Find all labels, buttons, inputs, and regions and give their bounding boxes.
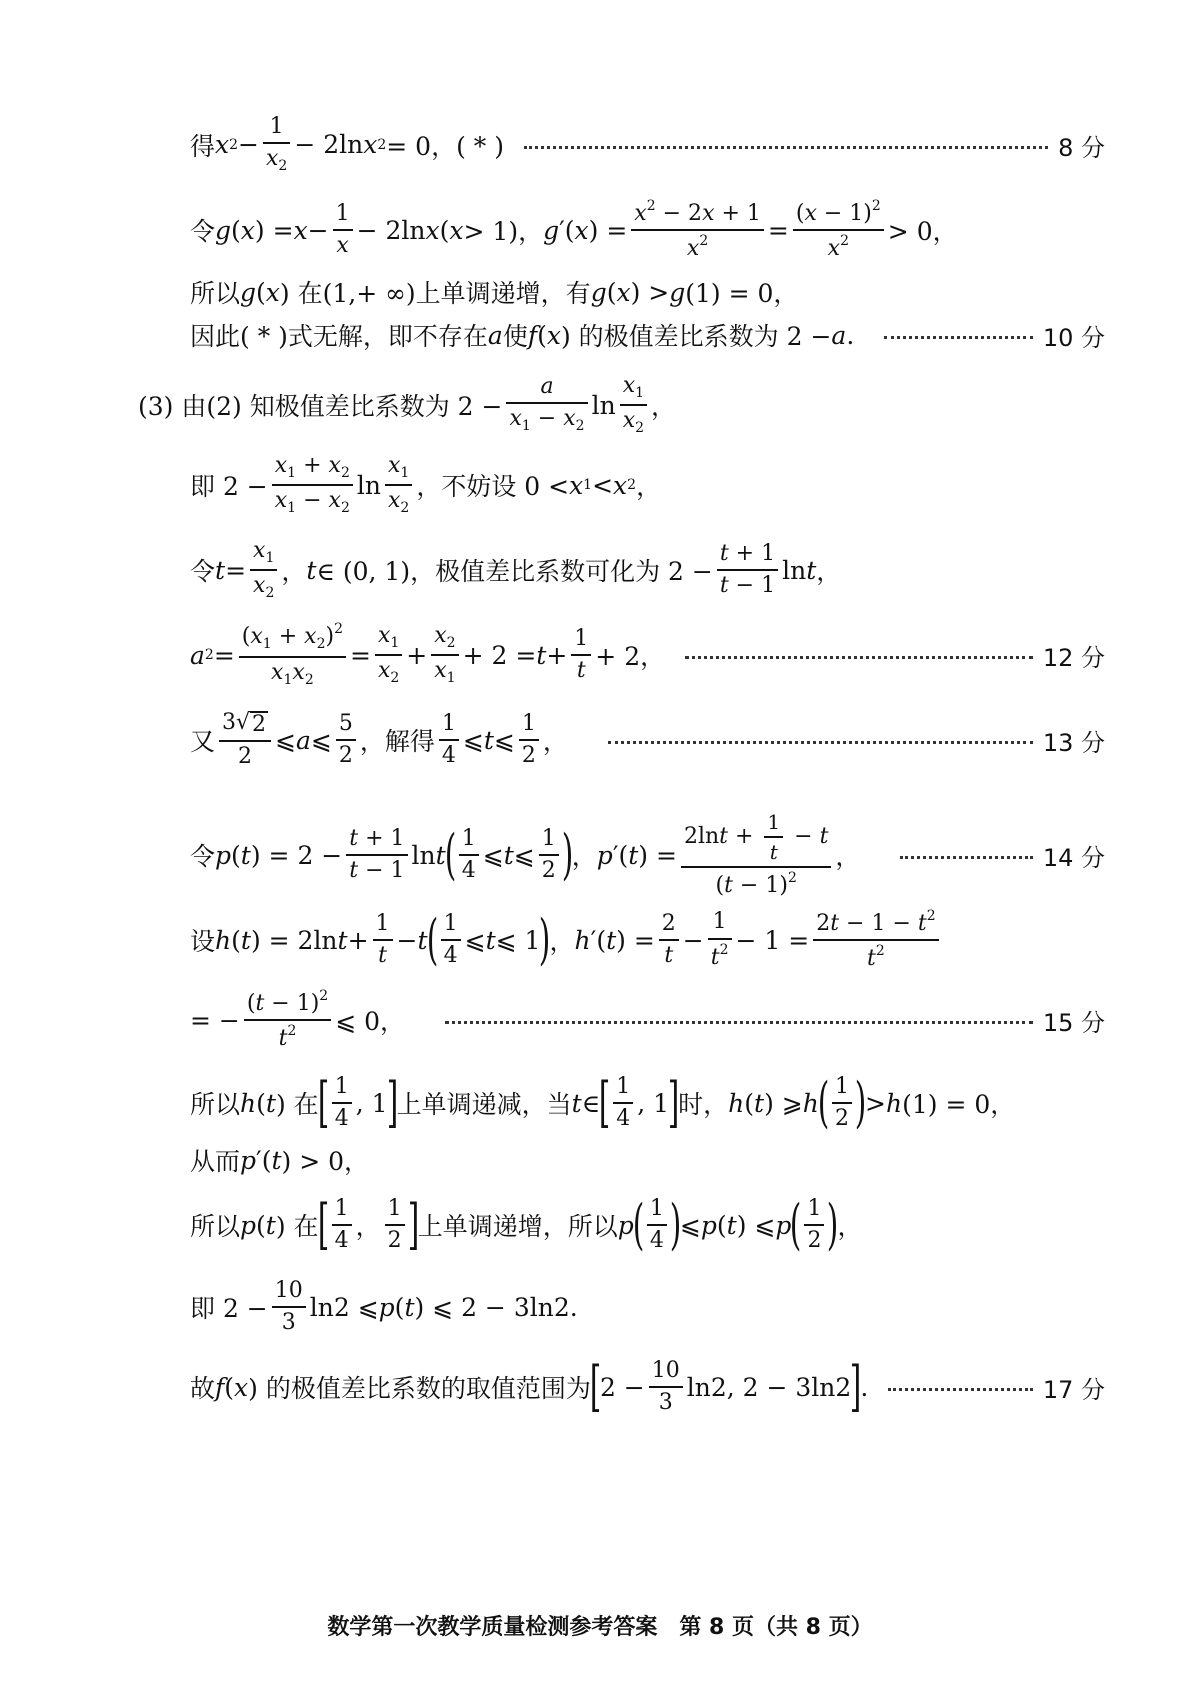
solution-line-10: [190, 810, 1105, 899]
formula-line-4: 因此( * )式无解，即不存在 a 使 f ( x ) 的极值差比系数为 2 − a .: [190, 320, 855, 351]
dot-leader: [884, 336, 1033, 339]
formula-line-16: 即 2 − $\frac{10}{3}$ ln2 ⩽ p ( t ) ⩽ 2 − 3ln2.: [190, 1277, 578, 1335]
formula-line-13: 所以 h ( t ) 在 [ $\frac{1}{4}$ , 1 ] 上单调递减，当 t ∈ [ $\frac{1}{4}$ , 1 ] 时， h ( t ) ⩾ h ( $\frac{1}{2}$ ) > h (1) = 0，: [190, 1071, 1016, 1134]
dot-leader: [524, 146, 1048, 149]
score-label: 15 分: [1042, 1008, 1105, 1037]
dot-leader: [445, 1021, 1033, 1024]
solution-line-17: [190, 1352, 1105, 1422]
score-label: 17 分: [1042, 1375, 1105, 1404]
solution-line-6: [190, 452, 1105, 516]
formula-line-11: 设 h ( t ) = 2ln t + $\frac{1}{t}$ − t ( $\frac{1}{4}$ ⩽ t ⩽ 1 ) ， h ′( t ) = $\frac{2}{t}$ − $\frac{1}{t^2}$ − 1 = $\frac{2t - 1 - t^2}{t^2}$: [190, 909, 943, 971]
solution-line-16: [190, 1272, 1105, 1342]
score-label: 13 分: [1042, 728, 1105, 757]
formula-line-17: 故 f ( x ) 的极值差比系数的取值范围为 [ 2 − $\frac{10}{3}$ ln2, 2 − 3ln2 ] .: [190, 1355, 869, 1418]
formula-line-7: 令 t = $\frac{x_1}{x_2}$ ， t ∈ (0, 1)，极值差比系数可化为 2 − $\frac{t + 1}{t - 1}$ ln t ，: [190, 537, 842, 601]
solution-line-14: [190, 1130, 1105, 1190]
solution-line-4: [190, 305, 1105, 365]
solution-line-15: [190, 1190, 1105, 1260]
formula-line-12: = − $\frac{(t - 1)^2}{t^2}$ ⩽ 0，: [190, 987, 406, 1051]
solution-line-13: [190, 1068, 1105, 1138]
formula-line-15: 所以 p ( t ) 在 [ $\frac{1}{4}$ ， $\frac{1}{2}$ ] 上单调递增，所以 p ( $\frac{1}{4}$ ) ⩽ p ( t ) ⩽ p ( $\frac{1}{2}$ ) ，: [190, 1193, 863, 1256]
formula-line-5: (3) 由(2) 知极值差比系数为 2 − $\frac{a}{x_1 - x_2}$ ln $\frac{x_1}{x_2}$ ，: [138, 372, 677, 436]
solution-line-1: [190, 115, 1105, 175]
formula-line-9: 又 3√ 2 2 ⩽ a ⩽ $\frac{5}{2}$ ，解得 $\frac{1}{4}$ ⩽ t ⩽ $\frac{1}{2}$ ，: [190, 709, 568, 769]
solution-line-5: [138, 372, 1105, 436]
solution-line-9: [190, 710, 1105, 770]
formula-line-10: 令 p ( t ) = 2 − $\frac{t + 1}{t - 1}$ ln t ( $\frac{1}{4}$ ⩽ t ⩽ $\frac{1}{2}$ ) ， p ′( t ) = 2lnt + $\frac{1}{t}$ − t $(t - 1)^2$ ，: [190, 810, 861, 899]
formula-line-3: 所以 g ( x ) 在(1,+ ∞)上单调递增，有 g ( x ) > g (1) = 0，: [190, 277, 799, 308]
dot-leader: [888, 1388, 1032, 1391]
score-label: 14 分: [1042, 843, 1105, 872]
formula-line-8: a 2 = $\frac{(x_1 + x_2)^2}{x_1x_2}$ = $\frac{x_1}{x_2}$ + $\frac{x_2}{x_1}$ + 2 = t + $\frac{1}{t}$ + 2，: [190, 621, 666, 688]
score-label: 12 分: [1042, 643, 1105, 672]
solution-line-12: [190, 985, 1105, 1055]
score-label: 8 分: [1058, 133, 1105, 162]
page-footer: 数学第一次教学质量检测参考答案 第 8 页（共 8 页）: [327, 1615, 873, 1640]
dot-leader: [685, 656, 1033, 659]
solution-line-2: [190, 197, 1105, 261]
dot-leader: [608, 741, 1033, 744]
formula-line-14: 从而 p ′( t ) > 0，: [190, 1145, 370, 1176]
solution-line-7: [190, 537, 1105, 601]
solution-line-11: [190, 905, 1105, 975]
formula-line-6: 即 2 − $\frac{x_1 + x_2}{x_1 - x_2}$ ln $\frac{x_1}{x_2}$ ，不妨设 0 < x 1 < x 2 ，: [190, 452, 662, 516]
formula-line-1: 得 x 2 − $\frac{1}{x_2}$ − 2ln x 2 = 0，( * ): [190, 114, 504, 175]
score-label: 10 分: [1042, 323, 1105, 352]
formula-line-2: 令 g ( x ) = x − $\frac{1}{x}$ − 2ln x ( x > 1)， g ′( x ) = $\frac{x^2 - 2x + 1}{x^2}$ = $\frac{(x - 1)^2}{x^2}$ > 0，: [190, 197, 958, 261]
dot-leader: [900, 856, 1032, 859]
solution-line-8: [190, 621, 1105, 688]
